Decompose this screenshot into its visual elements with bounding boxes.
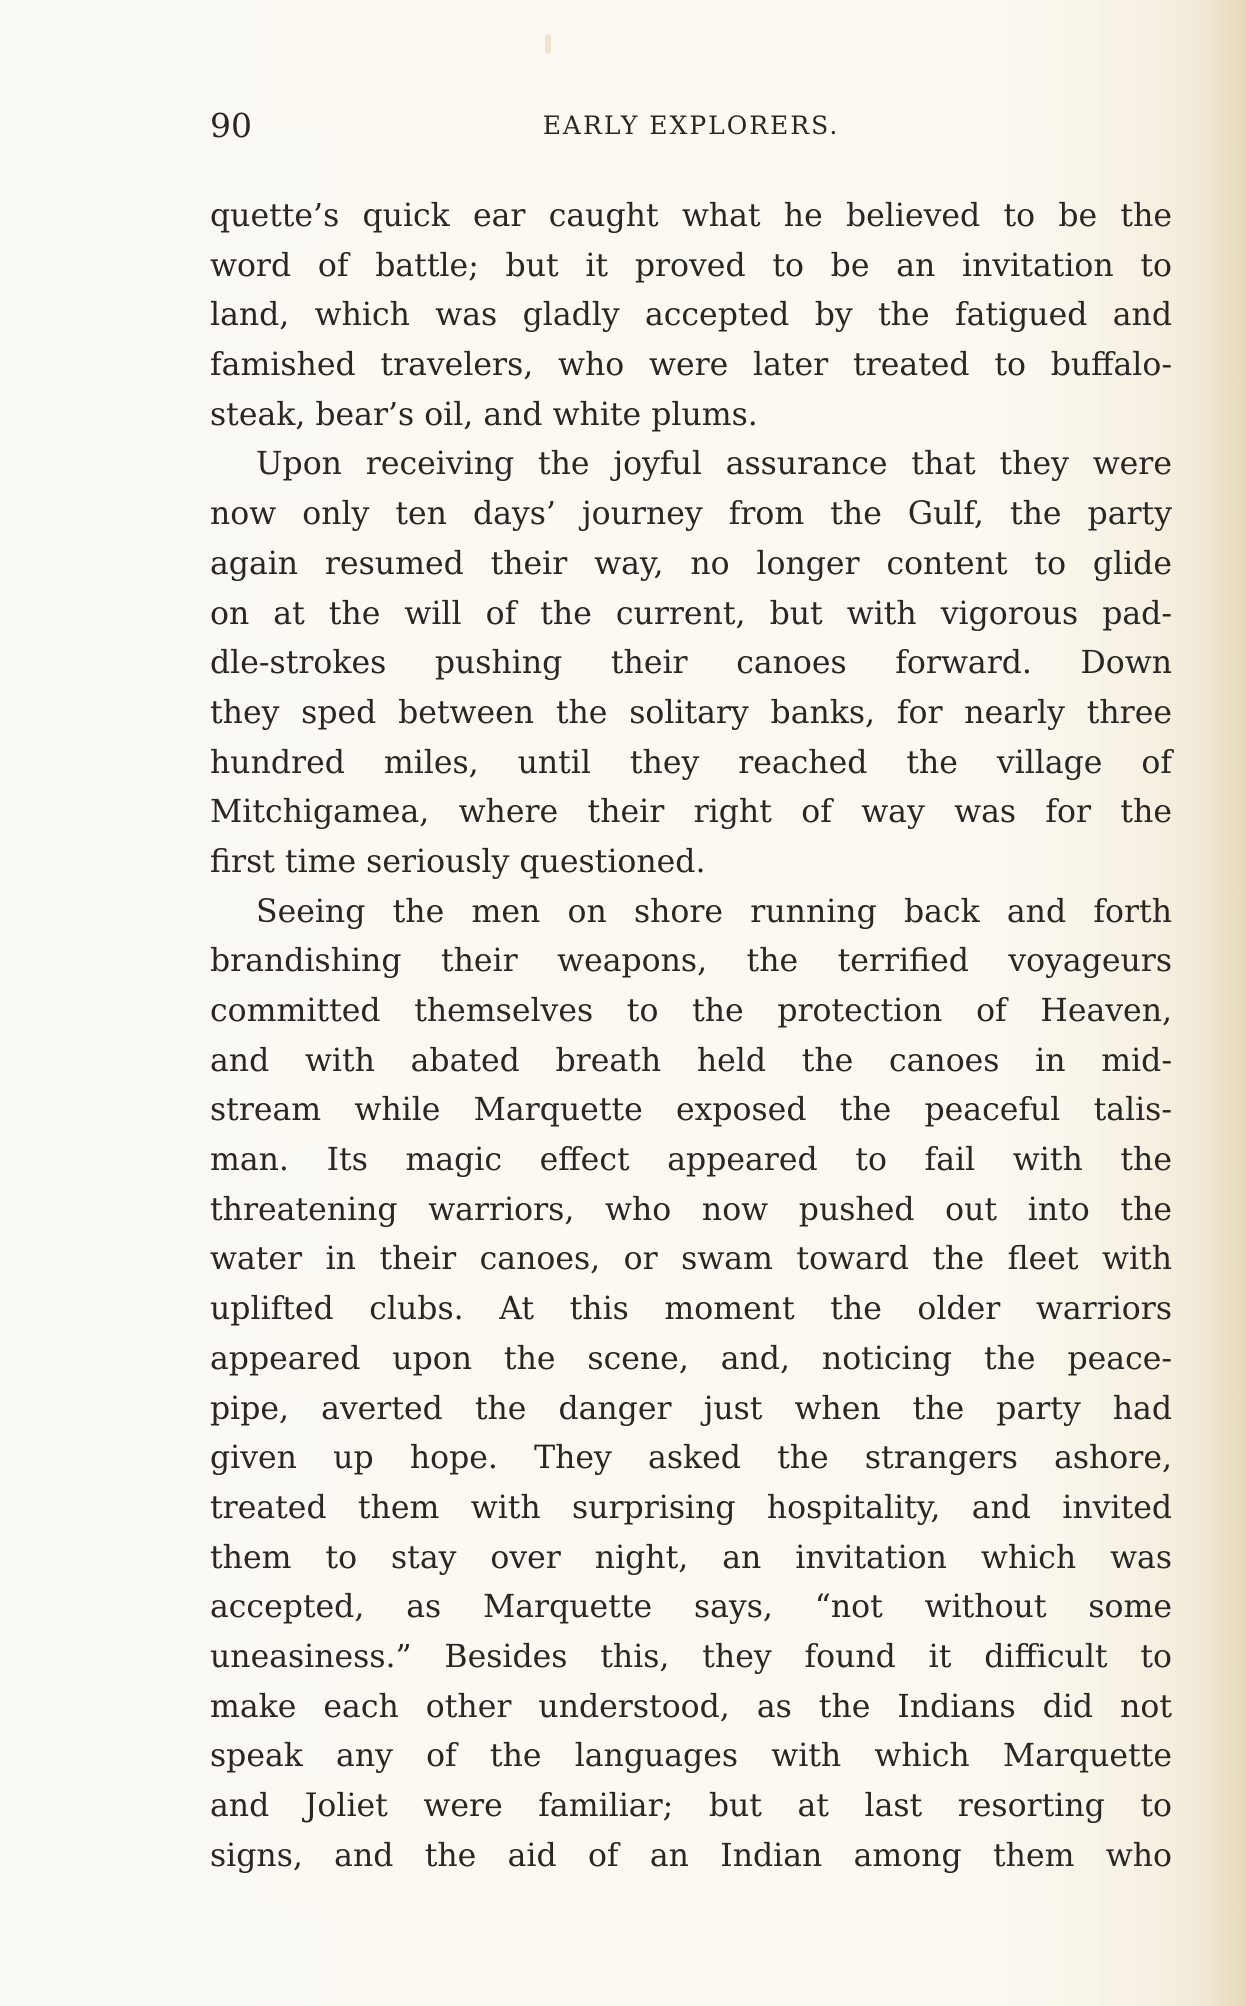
text-line: dle-strokes pushing their canoes forward. Down	[210, 645, 1172, 682]
paper-speck	[545, 34, 551, 54]
text-line: steak, bear’s oil, and white plums.	[210, 396, 758, 433]
text-line: committed themselves to the protection of Heaven,	[210, 993, 1172, 1029]
text-line: signs, and the aid of an Indian among them who	[210, 1837, 1172, 1874]
text-line: they sped between the solitary banks, for nearly three	[210, 694, 1172, 731]
text-line: on at the will of the current, but with vigorous pad-	[210, 595, 1172, 632]
text-line: them to stay over night, an invitation which was	[210, 1539, 1172, 1576]
text-line: uneasiness.” Besides this, they found it difficult to	[210, 1638, 1172, 1675]
text-line: Mitchigamea, where their right of way was for the	[210, 794, 1172, 831]
text-line: and with abated breath held the canoes in mid-	[210, 1042, 1172, 1079]
text-line: brandishing their weapons, the terrified voyageurs	[210, 943, 1172, 980]
text-line: speak any of the languages with which Marquette	[210, 1738, 1172, 1775]
running-head: EARLY EXPLORERS.	[542, 111, 840, 140]
text-line: uplifted clubs. At this moment the older warriors	[210, 1291, 1172, 1328]
body-text	[210, 192, 1172, 1881]
text-line: hundred miles, until they reached the village of	[210, 744, 1172, 781]
text-line: quette’s quick ear caught what he believed to be the	[210, 198, 1172, 234]
text-line: man. Its magic effect appeared to fail with the	[210, 1142, 1172, 1179]
text-line: accepted, as Marquette says, “not without some	[210, 1589, 1172, 1626]
text-line: Upon receiving the joyful assurance that they were	[256, 446, 1172, 483]
text-line: first time seriously questioned.	[210, 843, 706, 880]
text-line: now only ten days’ journey from the Gulf, the party	[210, 496, 1172, 533]
text-line: appeared upon the scene, and, noticing the peace-	[210, 1340, 1172, 1377]
text-line: pipe, averted the danger just when the party had	[210, 1390, 1172, 1427]
page-header	[210, 106, 1172, 146]
text-line: given up hope. They asked the strangers ashore,	[210, 1440, 1172, 1477]
page-number: 90	[210, 106, 252, 145]
text-line: water in their canoes, or swam toward the fleet with	[210, 1241, 1172, 1278]
page-edge-shadow	[1206, 0, 1246, 2006]
text-line: make each other understood, as the Indians did not	[210, 1688, 1172, 1725]
text-line: stream while Marquette exposed the peaceful talis-	[210, 1092, 1172, 1129]
text-line: again resumed their way, no longer content to glide	[210, 545, 1172, 582]
text-line: land, which was gladly accepted by the fatigued and	[210, 297, 1172, 334]
text-line: famished travelers, who were later treated to buffalo-	[210, 347, 1172, 384]
text-line: word of battle; but it proved to be an invitation to	[210, 247, 1172, 284]
text-line: and Joliet were familiar; but at last resorting to	[210, 1788, 1172, 1824]
text-line: Seeing the men on shore running back and forth	[256, 893, 1172, 930]
text-line: treated them with surprising hospitality, and invited	[210, 1489, 1172, 1526]
text-line: threatening warriors, who now pushed out into the	[210, 1191, 1172, 1228]
